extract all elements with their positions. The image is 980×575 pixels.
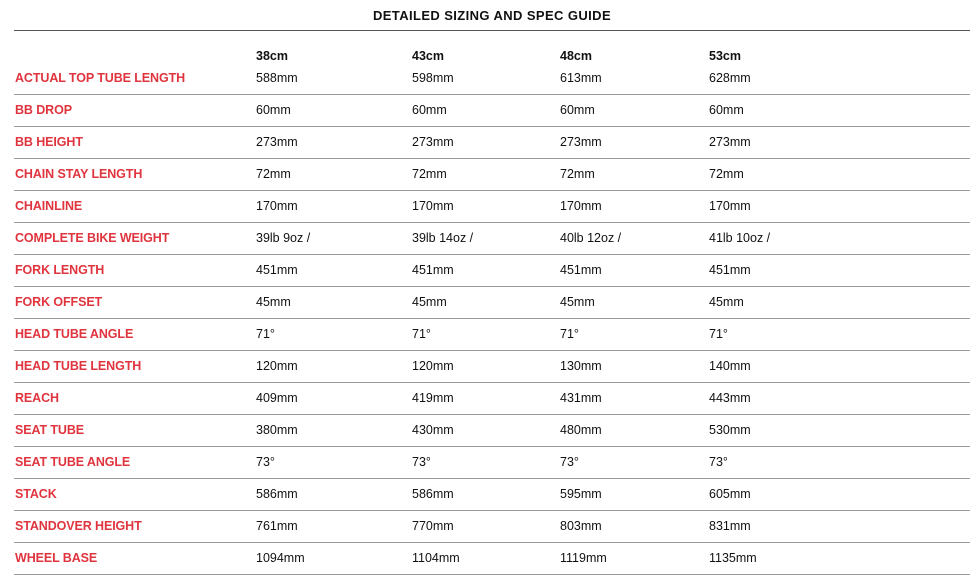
spec-value: 45mm: [709, 295, 744, 309]
spec-label: FORK OFFSET: [15, 295, 103, 309]
spec-value: 831mm: [709, 519, 751, 533]
spec-value: 430mm: [412, 423, 454, 437]
spec-value: 71°: [412, 327, 431, 341]
spec-value: 72mm: [412, 167, 447, 181]
spec-value: 605mm: [709, 487, 751, 501]
size-header-43: 43cm: [412, 49, 444, 63]
spec-value: 761mm: [256, 519, 298, 533]
spec-value: 1119mm: [560, 551, 607, 565]
spec-value: 60mm: [256, 103, 291, 117]
spec-value: 39lb 9oz /: [256, 231, 311, 245]
spec-value: 451mm: [709, 263, 751, 277]
spec-value: 41lb 10oz /: [709, 231, 771, 245]
table-row: [14, 415, 970, 447]
spec-value: 120mm: [256, 359, 298, 373]
spec-value: 72mm: [560, 167, 595, 181]
title-bar: [14, 0, 970, 31]
spec-value: 586mm: [256, 487, 298, 501]
table-row: [14, 479, 970, 511]
spec-label: CHAINLINE: [15, 199, 83, 213]
size-header-53: 53cm: [709, 49, 741, 63]
table-row: [14, 191, 970, 223]
spec-table: [14, 63, 970, 575]
spec-value: 480mm: [560, 423, 602, 437]
spec-value: 72mm: [709, 167, 744, 181]
spec-value: 451mm: [256, 263, 298, 277]
spec-value: 443mm: [709, 391, 751, 405]
table-row: [14, 63, 970, 95]
spec-value: 45mm: [412, 295, 447, 309]
spec-value: 170mm: [709, 199, 751, 213]
spec-value: 73°: [256, 455, 275, 469]
spec-value: 39lb 14oz /: [412, 231, 474, 245]
spec-value: 40lb 12oz /: [560, 231, 622, 245]
spec-label: STANDOVER HEIGHT: [15, 519, 142, 533]
spec-value: 598mm: [412, 71, 454, 85]
spec-value: 170mm: [256, 199, 298, 213]
spec-label: SEAT TUBE: [15, 423, 85, 437]
size-header-48: 48cm: [560, 49, 592, 63]
spec-value: 628mm: [709, 71, 751, 85]
spec-value: 530mm: [709, 423, 751, 437]
spec-value: 60mm: [412, 103, 447, 117]
spec-value: 1135mm: [709, 551, 757, 565]
spec-label: REACH: [15, 391, 59, 405]
spec-value: 409mm: [256, 391, 298, 405]
spec-label: ACTUAL TOP TUBE LENGTH: [15, 71, 186, 85]
page-title: DETAILED SIZING AND SPEC GUIDE: [372, 8, 612, 23]
spec-label: CHAIN STAY LENGTH: [15, 167, 143, 181]
table-row: [14, 543, 970, 575]
spec-value: 130mm: [560, 359, 602, 373]
size-header-38: 38cm: [256, 49, 288, 63]
spec-value: 273mm: [256, 135, 298, 149]
spec-value: 72mm: [256, 167, 291, 181]
spec-value: 170mm: [412, 199, 454, 213]
spec-value: 431mm: [560, 391, 602, 405]
spec-value: 71°: [560, 327, 579, 341]
spec-value: 451mm: [560, 263, 602, 277]
table-row: [14, 159, 970, 191]
spec-value: 170mm: [560, 199, 602, 213]
spec-value: 71°: [256, 327, 275, 341]
spec-value: 273mm: [412, 135, 454, 149]
spec-label: SEAT TUBE ANGLE: [15, 455, 131, 469]
table-row: [14, 351, 970, 383]
spec-value: 60mm: [709, 103, 744, 117]
size-header-row: [0, 49, 980, 63]
table-row: [14, 95, 970, 127]
spec-value: 73°: [709, 455, 728, 469]
spec-label: STACK: [15, 487, 57, 501]
spec-value: 273mm: [560, 135, 602, 149]
table-row: [14, 223, 970, 255]
spec-value: 45mm: [256, 295, 291, 309]
spec-value: 45mm: [560, 295, 595, 309]
spec-value: 140mm: [709, 359, 751, 373]
table-row: [14, 383, 970, 415]
table-row: [14, 511, 970, 543]
spec-value: 60mm: [560, 103, 595, 117]
spec-label: BB HEIGHT: [15, 135, 83, 149]
spec-value: 73°: [560, 455, 579, 469]
spec-value: 770mm: [412, 519, 454, 533]
table-row: [14, 287, 970, 319]
spec-label: COMPLETE BIKE WEIGHT: [15, 231, 170, 245]
table-row: [14, 319, 970, 351]
spec-label: HEAD TUBE LENGTH: [15, 359, 142, 373]
spec-label: FORK LENGTH: [15, 263, 105, 277]
spec-value: 419mm: [412, 391, 454, 405]
spec-value: 803mm: [560, 519, 602, 533]
spec-label: BB DROP: [15, 103, 72, 117]
spec-value: 586mm: [412, 487, 454, 501]
spec-value: 73°: [412, 455, 431, 469]
spec-value: 1104mm: [412, 551, 460, 565]
spec-value: 595mm: [560, 487, 602, 501]
spec-label: WHEEL BASE: [15, 551, 98, 565]
spec-value: 588mm: [256, 71, 298, 85]
spec-value: 613mm: [560, 71, 602, 85]
table-row: [14, 447, 970, 479]
spec-value: 71°: [709, 327, 728, 341]
table-row: [14, 255, 970, 287]
spec-label: HEAD TUBE ANGLE: [15, 327, 134, 341]
table-row: [14, 127, 970, 159]
spec-value: 1094mm: [256, 551, 305, 565]
spec-value: 380mm: [256, 423, 298, 437]
spec-value: 120mm: [412, 359, 454, 373]
spec-value: 451mm: [412, 263, 454, 277]
spec-value: 273mm: [709, 135, 751, 149]
